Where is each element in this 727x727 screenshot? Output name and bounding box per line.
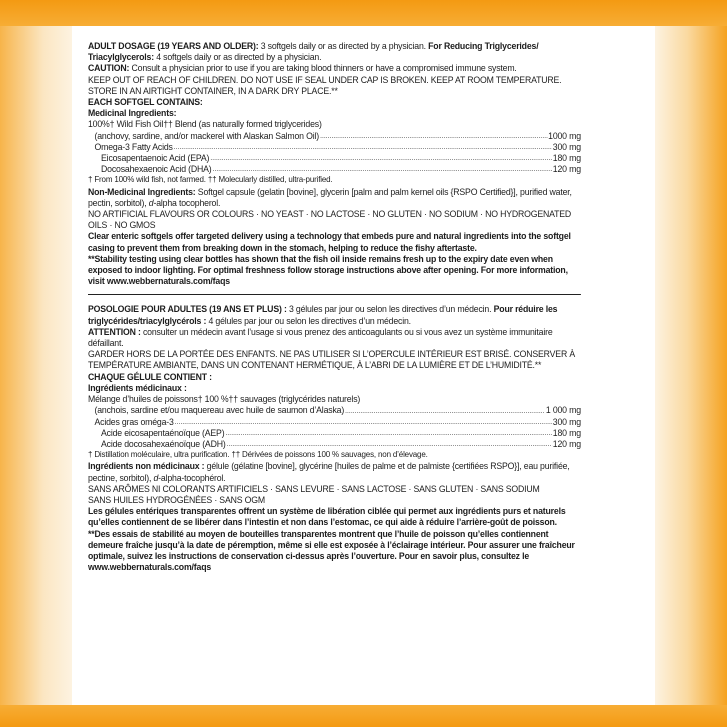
en-nonmed-paragraph <box>88 186 581 208</box>
en-leader-dots <box>212 164 551 174</box>
fr-nonmed-italic: d <box>153 471 159 483</box>
en-storage-paragraph: KEEP OUT OF REACH OF CHILDREN. DO NOT USE IF SEAL UNDER CAP IS BROKEN. KEEP AT ROOM TEMPERATURE. STORE IN AN AIRTIGHT CONTAINER, IN A DARK DRY PLACE.** <box>88 73 562 96</box>
english-section <box>88 40 581 286</box>
fr-dosage-label: POSOLOGIE POUR ADULTES (19 ANS ET PLUS) : <box>88 303 287 315</box>
en-stability-paragraph: **Stability testing using clear bottles has shown that the fish oil inside remains fresh up to the expiry date even when exposed to indoor lighting. For optimal freshness follow storage instructions above after opening. For more information, visit www.webbernaturals.com/faqs <box>88 252 568 287</box>
en-dha-row <box>88 163 581 174</box>
fr-blend-line: Mélange d’huiles de poissons† 100 %†† sauvages (triglycérides naturels) <box>88 393 361 405</box>
fr-trig-text: 4 gélules par jour ou selon les directives d’un médecin. <box>206 314 411 326</box>
fr-omega-row <box>88 416 581 427</box>
en-caution-label: CAUTION: <box>88 62 130 74</box>
en-trig-label: For Reducing Triglycerides/ Triacylglycerols: <box>88 40 539 63</box>
fr-leader-dots <box>345 406 545 416</box>
fr-dha-row <box>88 438 581 449</box>
en-leader-dots <box>210 153 552 163</box>
en-dosage-label: ADULT DOSAGE (19 YEARS AND OLDER): <box>88 40 259 51</box>
fr-epa-label: Acide eicosapentaénoïque (AEP) <box>101 426 225 438</box>
en-blend-source: (anchovy, sardine, and/or mackerel with Alaskan Salmon Oil) <box>94 129 320 141</box>
en-dosage-text: 3 softgels daily or as directed by a physician. <box>258 40 429 51</box>
left-orange-edge <box>0 26 72 705</box>
fr-caution-text: consulter un médecin avant l’usage si vous prenez des anticoagulants ou si vous avez un système immunitaire défaillant. <box>88 325 553 349</box>
fr-epa-amount: 180 mg <box>552 426 581 438</box>
en-epa-label: Eicosapentaenoic Acid (EPA) <box>101 152 210 164</box>
fr-free-from-1: SANS ARÔMES NI COLORANTS ARTIFICIELS · SANS LEVURE · SANS LACTOSE · SANS GLUTEN · SANS SODIUM <box>88 482 540 494</box>
en-footnote: † From 100% wild fish, not farmed. †† Molecularly distilled, ultra-purified. <box>88 174 333 185</box>
label-text-block <box>88 40 581 572</box>
fr-leader-dots <box>227 439 552 449</box>
fr-medicinal-heading: Ingrédients médicinaux : <box>88 381 187 393</box>
en-blend-line: 100%† Wild Fish Oil†† Blend (as naturally formed triglycerides) <box>88 118 322 130</box>
en-nonmed-label: Non-Medicinal Ingredients: <box>88 185 196 197</box>
en-free-from: NO ARTIFICIAL FLAVOURS OR COLOURS · NO YEAST · NO LACTOSE · NO GLUTEN · NO SODIUM · NO HYDROGENATED OILS · NO GMOS <box>88 208 572 231</box>
en-omega-row <box>88 141 581 152</box>
fr-storage-paragraph: GARDER HORS DE LA PORTÉE DES ENFANTS. NE PAS UTILISER SI L’OPERCULE INTÉRIEUR EST BRISÉ. CONSERVER À TEMPÉRATURE AMBIANTE, DANS UN CONTENANT HERMÉTIQUE, À L’ABRI DE LA LUMIÈRE ET DE L’HUMIDITÉ.** <box>88 348 575 371</box>
en-nonmed-text-2: -alpha tocopherol. <box>153 196 221 208</box>
en-blend-row <box>88 130 581 141</box>
fr-omega-label: Acides gras oméga-3 <box>94 415 174 427</box>
right-orange-edge <box>655 26 727 705</box>
fr-dosage-text: 3 gélules par jour ou selon les directives d’un médecin. <box>286 303 494 315</box>
en-dha-label: Docosahexaenoic Acid (DHA) <box>101 163 212 175</box>
section-divider <box>88 294 581 295</box>
en-nonmed-text-1: Softgel capsule (gelatin [bovine], glycerin [palm and palm kernel oils {RSPO Certified}], purified water, pectin, sorbitol), <box>88 185 572 208</box>
en-caution-text: Consult a physician prior to use if you are taking blood thinners or have a compromised immune system. <box>129 62 517 74</box>
en-leader-dots <box>320 131 547 141</box>
fr-omega-amount: 300 mg <box>552 415 581 427</box>
en-leader-dots <box>174 142 552 152</box>
fr-leader-dots <box>225 428 552 438</box>
en-epa-amount: 180 mg <box>552 152 581 164</box>
top-orange-band <box>0 0 727 26</box>
en-dha-amount: 120 mg <box>552 163 581 175</box>
fr-blend-row <box>88 404 581 415</box>
fr-nonmed-label: Ingrédients non médicinaux : <box>88 460 205 472</box>
french-section <box>88 303 581 572</box>
fr-dosage-paragraph <box>88 303 581 325</box>
fr-trig-label: Pour réduire les triglycérides/triacylglycérols : <box>88 303 558 326</box>
fr-caution-label: ATTENTION : <box>88 325 141 337</box>
fr-enteric-paragraph: Les gélules entériques transparentes offrent un système de libération ciblée qui permet aux ingrédients purs et naturels qu’elles contiennent de se libérer dans l’intestin et non dans l’estomac, ce qui aide à réduire l’arrière-goût de poisson. <box>88 505 566 528</box>
fr-nonmed-paragraph <box>88 460 581 482</box>
fr-nonmed-text-2: -alpha-tocophérol. <box>158 471 226 483</box>
en-contains-heading: EACH SOFTGEL CONTAINS: <box>88 96 203 108</box>
fr-stability-paragraph: **Des essais de stabilité au moyen de bouteilles transparentes montrent que l’huile de poisson qu’elles contiennent demeure fraîche jusqu’à la date de péremption, même si elle est exposée à l’éclairage intérieur. Pour assurer une fraîcheur optimale, suivez les instructions de conservation ci-dessus après l’ouverture. Pour en savoir plus, consultez le www.webbernaturals.com/faqs <box>88 527 575 573</box>
en-blend-amount: 1000 mg <box>548 129 581 141</box>
en-epa-row <box>88 152 581 163</box>
fr-free-from-2: SANS HUILES HYDROGÉNÉES · SANS OGM <box>88 493 265 505</box>
en-caution-paragraph <box>88 62 581 73</box>
en-medicinal-heading: Medicinal Ingredients: <box>88 107 177 119</box>
en-enteric-paragraph: Clear enteric softgels offer targeted delivery using a technology that embeds pure and natural ingredients into the softgel casing to prevent them from breaking down in the stomach, helping to reduce the fishy aftertaste. <box>88 230 571 253</box>
en-dosage-paragraph <box>88 40 581 62</box>
en-omega-label: Omega-3 Fatty Acids <box>94 140 173 152</box>
fr-nonmed-text-1: gélule (gélatine [bovine], glycérine [huiles de palme et de palmiste {certifiées RSPO}], eau purifiée, pectine, sorbitol), <box>88 460 570 483</box>
fr-blend-source: (anchois, sardine et/ou maquereau avec huile de saumon d’Alaska) <box>94 404 345 416</box>
fr-caution-paragraph <box>88 326 581 348</box>
fr-epa-row <box>88 427 581 438</box>
en-trig-text: 4 softgels daily or as directed by a physician. <box>153 51 322 63</box>
en-omega-amount: 300 mg <box>552 140 581 152</box>
fr-dha-amount: 120 mg <box>552 437 581 449</box>
en-nonmed-italic: d <box>148 196 154 208</box>
fr-dha-label: Acide docosahexaénoïque (ADH) <box>101 437 226 449</box>
fr-leader-dots <box>175 417 552 427</box>
bottom-orange-band <box>0 705 727 727</box>
fr-blend-amount: 1 000 mg <box>545 404 581 416</box>
fr-contains-heading: CHAQUE GÉLULE CONTIENT : <box>88 370 212 382</box>
fr-footnote: † Distillation moléculaire, ultra purification. †† Dérivées de poissons 100 % sauvages, non d’élevage. <box>88 449 428 460</box>
